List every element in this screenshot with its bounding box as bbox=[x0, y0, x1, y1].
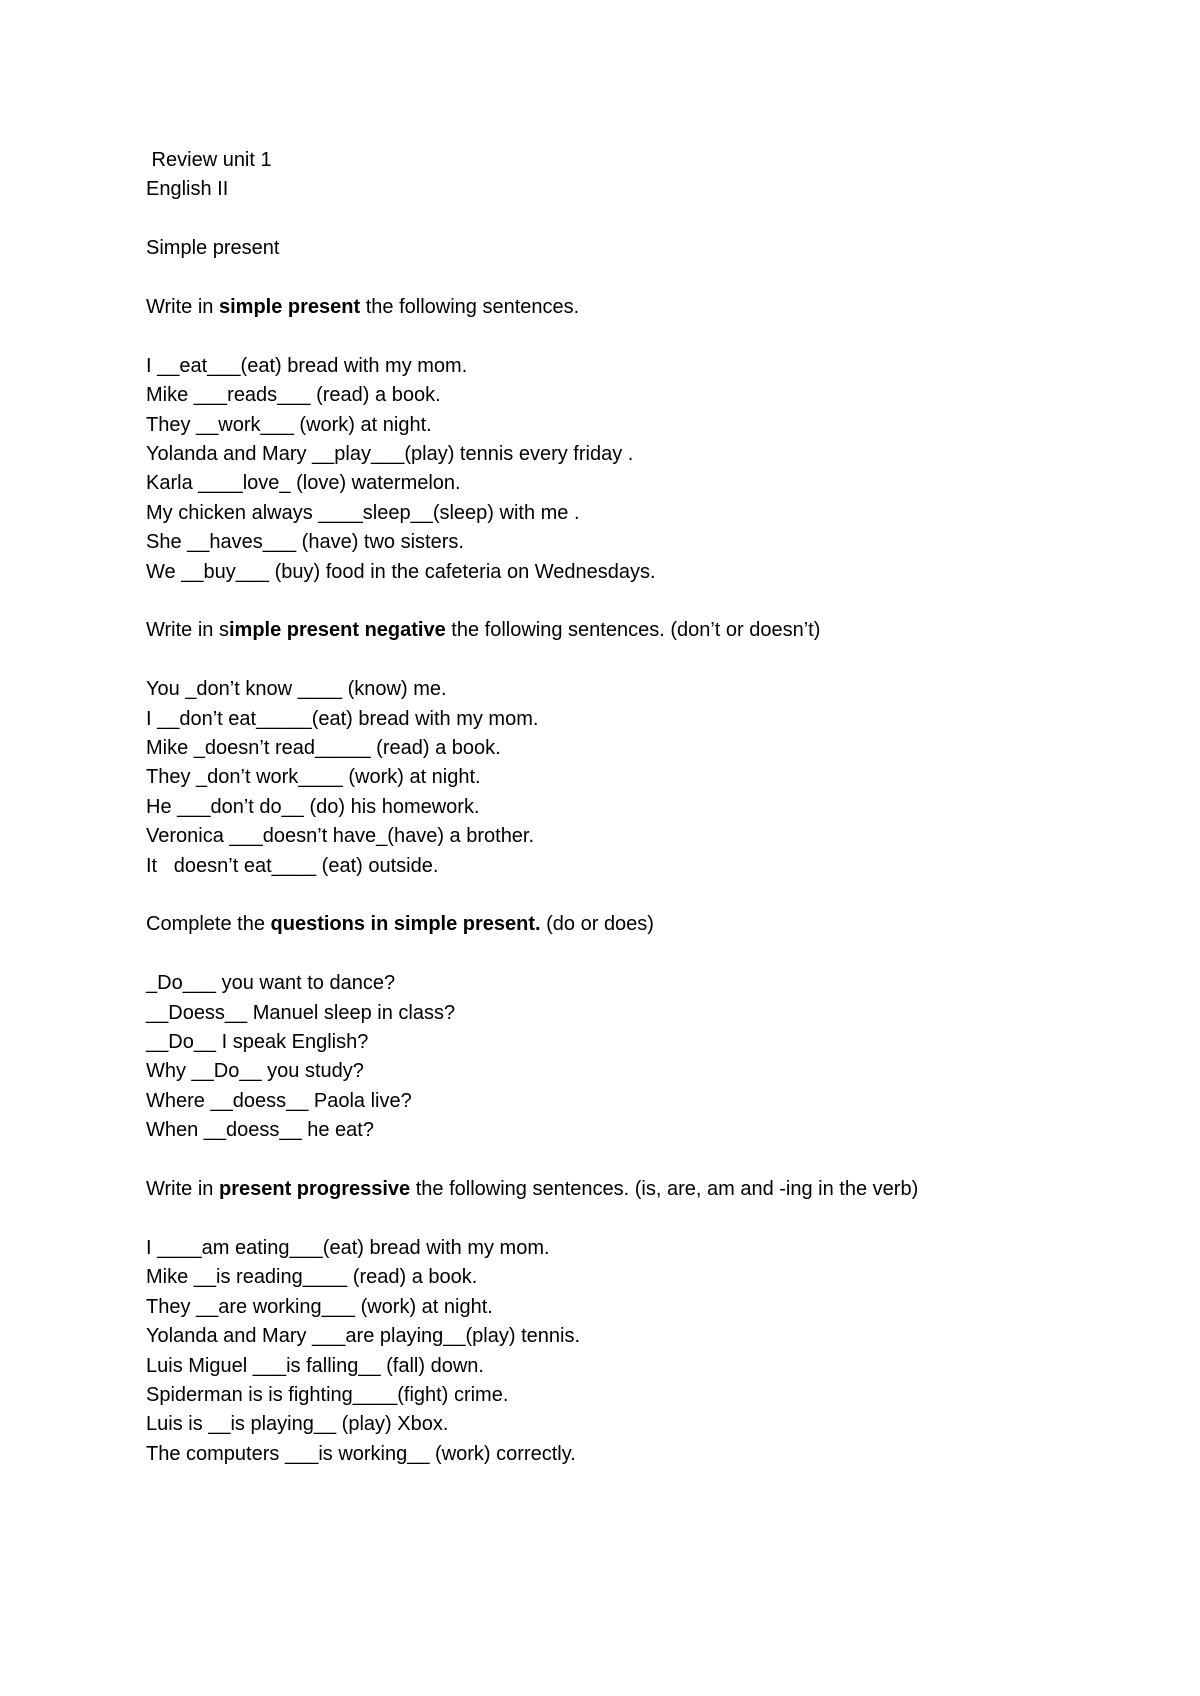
exercise-sentence: I __don’t eat_____(eat) bread with my mom. bbox=[146, 707, 539, 730]
instruction-text: the following sentences. bbox=[360, 296, 580, 318]
exercise-sentence: Karla ____love_ (love) watermelon. bbox=[146, 472, 461, 495]
exercise-sentence: Luis Miguel ___is falling__ (fall) down. bbox=[146, 1354, 484, 1377]
exercise-sentence: Yolanda and Mary __play___(play) tennis every friday . bbox=[146, 443, 634, 466]
instruction-text: the following sentences. (is, are, am and -ing in the verb) bbox=[410, 1178, 919, 1201]
exercise-section bbox=[146, 910, 1146, 1175]
topic-heading: Simple present bbox=[146, 237, 280, 260]
spacer bbox=[146, 205, 1146, 234]
exercise-sentence: When __doess__ he eat? bbox=[146, 1119, 374, 1142]
instruction-text: (do or does) bbox=[540, 913, 654, 936]
document-page bbox=[146, 146, 1146, 1469]
exercise-sentence: She __haves___ (have) two sisters. bbox=[146, 531, 464, 554]
exercise-sentence: Mike ___reads___ (read) a book. bbox=[146, 384, 441, 407]
exercise-sentence: I ____am eating___(eat) bread with my mom. bbox=[146, 1236, 550, 1259]
exercise-section bbox=[146, 616, 1146, 910]
instruction-text: Write in bbox=[146, 296, 219, 318]
spacer bbox=[146, 264, 1146, 293]
instruction-text: the following sentences. (don’t or doesn’t) bbox=[445, 619, 821, 642]
exercise-sentence: __Doess__ Manuel sleep in class? bbox=[146, 1001, 456, 1024]
exercise-sentence: Spiderman is is fighting____(fight) crime. bbox=[146, 1383, 509, 1406]
exercise-sentence: The computers ___is working__ (work) correctly. bbox=[146, 1442, 576, 1465]
exercise-sentence: They __are working___ (work) at night. bbox=[146, 1295, 493, 1318]
exercise-sentence: They _don’t work____ (work) at night. bbox=[146, 766, 481, 789]
exercise-sentence: Why __Do__ you study? bbox=[146, 1060, 364, 1083]
exercise-instruction bbox=[146, 910, 1146, 939]
exercise-sentence: He ___don’t do__ (do) his homework. bbox=[146, 795, 480, 818]
exercise-sections bbox=[146, 293, 1146, 1469]
exercise-instruction bbox=[146, 1175, 1146, 1204]
exercise-sentence: They __work___ (work) at night. bbox=[146, 413, 432, 436]
spacer bbox=[146, 587, 1146, 616]
instruction-emphasis: present progressive bbox=[218, 1178, 411, 1201]
exercise-sentence: Mike __is reading____ (read) a book. bbox=[146, 1266, 478, 1289]
exercise-sentence: My chicken always ____sleep__(sleep) with me . bbox=[146, 501, 580, 524]
spacer bbox=[146, 1146, 1146, 1175]
instruction-text: Write in bbox=[146, 1178, 219, 1201]
instruction-emphasis: imple present negative bbox=[228, 619, 446, 642]
exercise-sentence: Where __doess__ Paola live? bbox=[146, 1089, 412, 1112]
instruction-text: Complete the bbox=[146, 913, 271, 936]
instruction-emphasis: questions in simple present. bbox=[270, 913, 541, 936]
exercise-section bbox=[146, 1175, 1146, 1469]
exercise-sentence: Luis is __is playing__ (play) Xbox. bbox=[146, 1413, 449, 1436]
exercise-instruction bbox=[146, 616, 1146, 645]
exercise-sentence: Veronica ___doesn’t have_(have) a brother. bbox=[146, 825, 535, 848]
spacer bbox=[146, 646, 1146, 675]
instruction-emphasis: simple present bbox=[218, 296, 361, 318]
spacer bbox=[146, 322, 1146, 351]
exercise-sentence: __Do__ I speak English? bbox=[146, 1031, 369, 1054]
exercise-sentence: I __eat___(eat) bread with my mom. bbox=[146, 354, 468, 377]
exercise-sentence: You _don’t know ____ (know) me. bbox=[146, 678, 447, 701]
document-title: Review unit 1 bbox=[146, 149, 272, 171]
exercise-instruction bbox=[146, 293, 1146, 322]
exercise-section bbox=[146, 293, 1146, 616]
exercise-sentence: _Do___ you want to dance? bbox=[146, 972, 396, 995]
course-name: English II bbox=[146, 178, 229, 201]
exercise-sentence: Mike _doesn’t read_____ (read) a book. bbox=[146, 737, 501, 760]
instruction-text: Write in s bbox=[146, 619, 229, 642]
exercise-sentence: Yolanda and Mary ___are playing__(play) tennis. bbox=[146, 1325, 580, 1348]
exercise-sentence: We __buy___ (buy) food in the cafeteria on Wednesdays. bbox=[146, 560, 656, 583]
spacer bbox=[146, 940, 1146, 969]
spacer bbox=[146, 1205, 1146, 1234]
spacer bbox=[146, 881, 1146, 910]
exercise-sentence: It doesn’t eat____ (eat) outside. bbox=[146, 854, 439, 877]
